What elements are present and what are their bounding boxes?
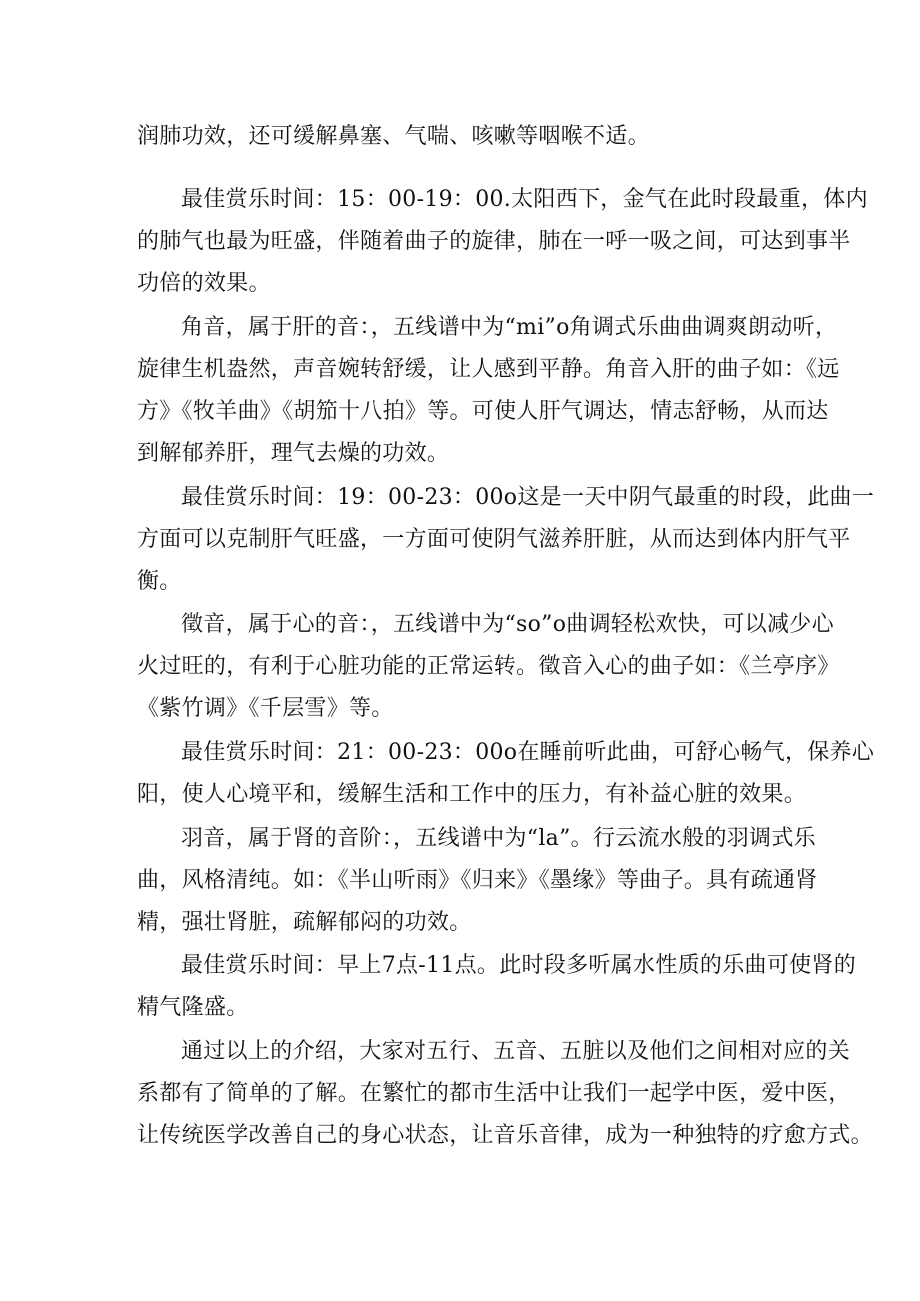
paragraph-line: 精气隆盛。 <box>137 995 249 1020</box>
paragraph-line: 让传统医学改善自己的身心状态，让音乐音律，成为一种独特的疗愈方式。 <box>137 1123 873 1148</box>
paragraph-line: 火过旺的，有利于心脏功能的正常运转。徵音入心的曲子如：《兰亭序》 <box>137 654 840 679</box>
paragraph-line: 通过以上的介绍，大家对五行、五音、五脏以及他们之间相对应的关 <box>181 1039 851 1064</box>
paragraph-line: 阳，使人心境平和，缓解生活和工作中的压力，有补益心脏的效果。 <box>137 782 807 807</box>
paragraph-line: 徵音，属于心的音：，五线谱中为“so”o曲调轻松欢快，可以减少心 <box>181 612 834 637</box>
paragraph-line: 最佳赏乐时间：15：00-19：00.太阳西下，金气在此时段最重，体内 <box>181 187 868 212</box>
paragraph-line: 最佳赏乐时间：早上7点-11点。此时段多听属水性质的乐曲可使肾的 <box>181 953 857 978</box>
paragraph-line: 的肺气也最为旺盛，伴随着曲子的旋律，肺在一呼一吸之间，可达到事半 <box>137 229 851 254</box>
paragraph-line: 《紫竹调》《千层雪》等。 <box>137 696 394 721</box>
paragraph-line: 曲，风格清纯。如：《半山听雨》《归来》《墨缘》等曲子。具有疏通肾 <box>137 868 818 893</box>
paragraph-line: 功倍的效果。 <box>137 271 271 296</box>
paragraph-line: 旋律生机盎然，声音婉转舒缓，让人感到平静。角音入肝的曲子如：《远 <box>137 357 840 382</box>
paragraph-line: 最佳赏乐时间：19：00-23：00o这是一天中阴气最重的时段，此曲一 <box>181 485 875 510</box>
paragraph-line: 衡。 <box>137 569 182 594</box>
paragraph-line: 精，强壮肾脏，疏解郁闷的功效。 <box>137 910 472 935</box>
paragraph-line: 羽音，属于肾的音阶：，五线谱中为“la”。行云流水般的羽调式乐 <box>181 826 816 851</box>
paragraph-line: 方》《牧羊曲》《胡笳十八拍》等。可使人肝气调达，情志舒畅，从而达 <box>137 399 829 424</box>
paragraph-line: 润肺功效，还可缓解鼻塞、气喘、咳嗽等咽喉不适。 <box>137 124 650 149</box>
paragraph-line: 方面可以克制肝气旺盛，一方面可使阴气滋养肝脏，从而达到体内肝气平 <box>137 527 851 552</box>
paragraph-line: 最佳赏乐时间：21：00-23：00o在睡前听此曲，可舒心畅气，保养心 <box>181 740 875 765</box>
paragraph-line: 到解郁养肝，理气去燥的功效。 <box>137 441 450 466</box>
paragraph-line: 系都有了简单的了解。在繁忙的都市生活中让我们一起学中医，爱中医， <box>137 1081 851 1106</box>
paragraph-line: 角音，属于肝的音：，五线谱中为“mi”o角调式乐曲曲调爽朗动听， <box>181 315 838 340</box>
